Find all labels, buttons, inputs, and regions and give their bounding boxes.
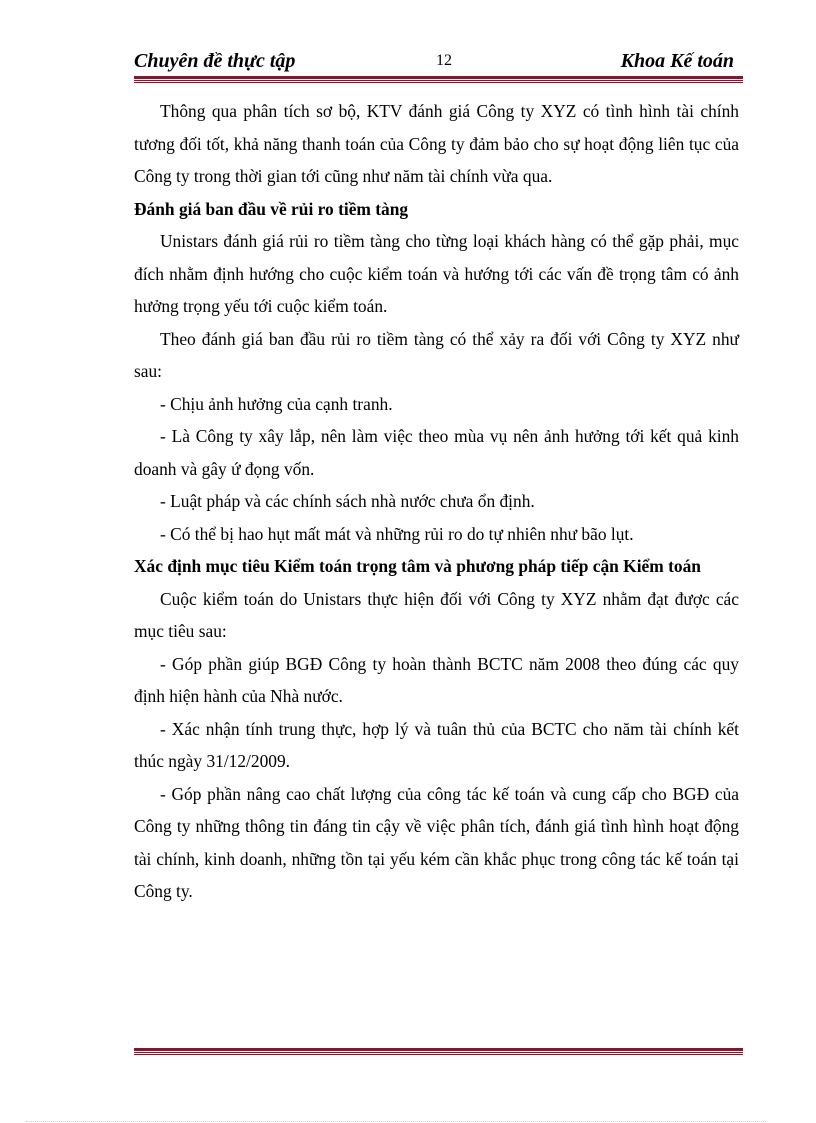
paragraph-risk-purpose: Unistars đánh giá rủi ro tiềm tàng cho từng loại khách hàng có thể gặp phải, mục đích nhằm định hướng cho cuộc kiểm toán và hướng tới các vấn đề trọng tâm có ảnh hưởng trọng yếu tới cuộc kiểm toán. <box>134 231 739 316</box>
heading-inherent-risk: Đánh giá ban đầu về rủi ro tiềm tàng <box>134 198 409 219</box>
heading-audit-objectives: Xác định mục tiêu Kiểm toán trọng tâm và phương pháp tiếp cận Kiểm toán <box>134 556 701 576</box>
paragraph-objectives: Cuộc kiểm toán do Unistars thực hiện đối với Công ty XYZ nhằm đạt được các mục tiêu sau: <box>134 588 739 641</box>
risk-item: - Là Công ty xây lắp, nên làm việc theo mùa vụ nên ảnh hưởng tới kết quả kinh doanh và gây ứ đọng vốn. <box>134 426 739 479</box>
document-body <box>134 95 739 908</box>
objective-item: - Góp phần nâng cao chất lượng của công tác kế toán và cung cấp cho BGĐ của Công ty những thông tin đáng tin cậy về việc phân tích, đánh giá tình hình hoạt động tài chính, kinh doanh, những tồn tại yếu kém cần khắc phục trong công tác kế toán tại Công ty. <box>134 783 739 901</box>
risk-item: - Chịu ảnh hưởng của cạnh tranh. <box>160 393 393 414</box>
page-edge-divider <box>26 1121 766 1122</box>
risk-item: - Luật pháp và các chính sách nhà nước chưa ổn định. <box>160 491 535 511</box>
objective-item: - Xác nhận tính trung thực, hợp lý và tuân thủ của BCTC cho năm tài chính kết thúc ngày 31/12/2009. <box>134 718 739 771</box>
footer-rule <box>134 1048 743 1055</box>
objective-item: - Góp phần giúp BGĐ Công ty hoàn thành BCTC năm 2008 theo đúng các quy định hiện hành của Nhà nước. <box>134 653 739 706</box>
page-number: 12 <box>436 52 452 69</box>
header-title-left: Chuyên đề thực tập <box>134 50 296 72</box>
header-title-right: Khoa Kế toán <box>620 50 734 72</box>
page-header <box>134 46 740 76</box>
risk-item: - Có thể bị hao hụt mất mát và những rủi ro do tự nhiên như bão lụt. <box>160 523 634 544</box>
paragraph-intro: Thông qua phân tích sơ bộ, KTV đánh giá Công ty XYZ có tình hình tài chính tương đối tốt, khả năng thanh toán của Công ty đảm bảo cho sự hoạt động liên tục của Công ty trong thời gian tới cũng như năm tài chính vừa qua. <box>134 101 739 186</box>
header-rule <box>134 76 743 83</box>
paragraph-risk-assessment: Theo đánh giá ban đầu rủi ro tiềm tàng có thể xảy ra đối với Công ty XYZ như sau: <box>134 328 739 381</box>
